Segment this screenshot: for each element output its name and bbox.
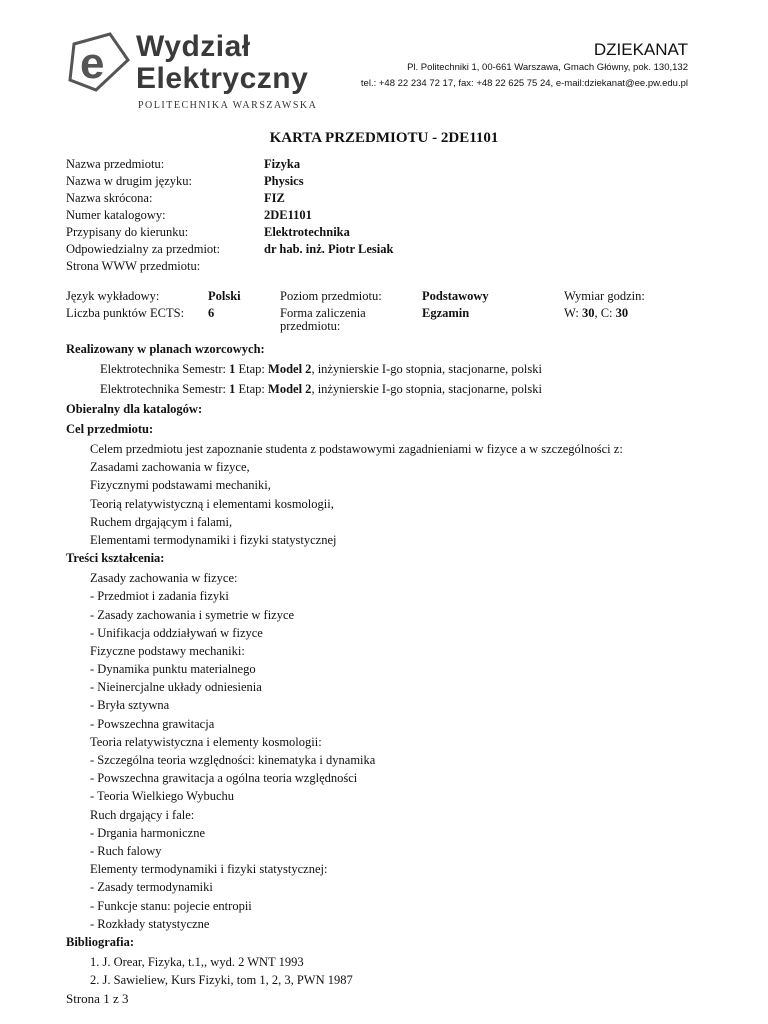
document-title: KARTA PRZEDMIOTU - 2DE1101 — [269, 130, 499, 146]
brand-line1: Wydział — [136, 30, 251, 63]
content-heading: Treści kształcenia: — [66, 551, 165, 566]
plan-sem: 1 — [229, 362, 236, 376]
plan-model: Model 2 — [268, 382, 312, 396]
content-line: - Powszechna grawitacja — [90, 716, 215, 731]
field-label: Strona WWW przedmiotu: — [66, 259, 201, 273]
office-title: DZIEKANAT — [593, 40, 688, 59]
content-line: - Zasady zachowania i symetrie w fizyce — [90, 607, 295, 622]
content-line: - Szczególna teoria względności: kinematyka i dynamika — [90, 753, 376, 767]
content-line: Ruch drgający i fale: — [90, 807, 195, 822]
plan-mid: Etap: — [235, 362, 269, 376]
form-value: Egzamin — [422, 306, 470, 320]
goal-line: Zasadami zachowania w fizyce, — [90, 460, 250, 475]
lang-label: Język wykładowy: — [66, 289, 160, 303]
level-label: Poziom przedmiotu: — [280, 289, 382, 303]
course-body — [66, 341, 706, 990]
hours-label: Wymiar godzin: — [564, 289, 645, 303]
hours-c: 30 — [615, 306, 629, 320]
field-label: Numer katalogowy: — [66, 208, 166, 222]
content-line: Teoria relatywistyczna i elementy kosmologii: — [90, 734, 322, 749]
field-row — [66, 225, 393, 242]
ects-value: 6 — [208, 306, 215, 320]
field-row — [66, 191, 393, 208]
brand-line2: Elektryczny — [136, 62, 309, 95]
field-label: Nazwa w drugim języku: — [66, 174, 193, 188]
ects-label: Liczba punktów ECTS: — [66, 306, 185, 320]
content-line: - Teoria Wielkiego Wybuchu — [90, 789, 235, 804]
plans-heading: Realizowany w planach wzorcowych: — [66, 342, 265, 356]
plan-model: Model 2 — [268, 362, 312, 376]
biblio-heading: Bibliografia: — [66, 934, 135, 949]
goal-line: Elementami termodynamiki i fizyki statystycznej — [90, 532, 337, 547]
biblio-list — [66, 954, 706, 990]
goal-line: Fizycznymi podstawami mechaniki, — [90, 478, 271, 493]
level-value: Podstawowy — [422, 289, 489, 303]
field-row — [66, 174, 393, 191]
content-line: - Nieinercjalne układy odniesienia — [90, 680, 262, 695]
content-line: - Przedmiot i zadania fizyki — [90, 589, 229, 604]
content-list — [66, 570, 706, 934]
biblio-line: 2. J. Sawieliew, Kurs Fizyki, tom 1, 2, 3, PWN 1987 — [90, 973, 353, 988]
course-fields — [66, 157, 393, 276]
field-row — [66, 208, 393, 225]
field-row — [66, 259, 393, 276]
field-value: dr hab. inż. Piotr Lesiak — [264, 242, 394, 256]
field-value: Elektrotechnika — [264, 225, 350, 239]
form-label-2: przedmiotu: — [280, 319, 341, 333]
hours-w: 30 — [581, 306, 595, 320]
content-line: Fizyczne podstawy mechaniki: — [90, 643, 245, 658]
hours-value — [564, 307, 628, 320]
field-label: Przypisany do kierunku: — [66, 225, 189, 239]
content-line: - Drgania harmoniczne — [90, 825, 205, 840]
plan-pre: Elektrotechnika Semestr: — [100, 382, 230, 396]
lang-value: Polski — [208, 289, 241, 303]
biblio-line: 1. J. Orear, Fizyka, t.1,, wyd. 2 WNT 1993 — [90, 954, 304, 969]
goal-line: Ruchem drgającym i falami, — [90, 514, 233, 529]
field-label: Odpowiedzialny za przedmiot: — [66, 242, 221, 256]
goal-line: Teorią relatywistyczną i elementami kosmologii, — [90, 496, 334, 511]
content-line: - Powszechna grawitacja a ogólna teoria względności — [90, 771, 358, 786]
field-value: Physics — [264, 174, 304, 188]
svg-text:e: e — [80, 39, 105, 88]
field-value: Fizyka — [264, 157, 301, 171]
plan-pre: Elektrotechnika Semestr: — [100, 362, 230, 376]
plan-line — [66, 381, 706, 401]
plan-sem: 1 — [229, 382, 236, 396]
faculty-logo — [66, 30, 136, 96]
office-contact: tel.: +48 22 234 72 17, fax: +48 22 625 75 24, e-mail:dziekanat@ee.pw.edu.pl — [360, 78, 688, 89]
content-line: - Funkcje stanu: pojecie entropii — [90, 898, 252, 913]
field-row — [66, 157, 393, 174]
goal-list — [66, 441, 706, 550]
form-label-1: Forma zaliczenia — [280, 306, 366, 320]
plan-post: , inżynierskie I-go stopnia, stacjonarne, polski — [311, 362, 542, 376]
goal-line: Celem przedmiotu jest zapoznanie studenta z podstawowymi zagadnieniami w fizyce a w szczególności z: — [90, 442, 623, 456]
field-value: FIZ — [264, 191, 285, 205]
catalog-heading: Obieralny dla katalogów: — [66, 402, 203, 416]
hours-c-label: , C: — [594, 306, 616, 320]
content-line: - Ruch falowy — [90, 843, 162, 858]
content-line: - Unifikacja oddziaływań w fizyce — [90, 625, 263, 640]
plan-post: , inżynierskie I-go stopnia, stacjonarne, polski — [311, 382, 542, 396]
office-address: Pl. Politechniki 1, 00-661 Warszawa, Gmach Główny, pok. 130,132 — [407, 62, 688, 73]
plan-mid: Etap: — [235, 382, 269, 396]
field-label: Nazwa przedmiotu: — [66, 157, 165, 171]
field-row — [66, 242, 393, 259]
goal-heading: Cel przedmiotu: — [66, 422, 154, 436]
brand-line3: POLITECHNIKA WARSZAWSKA — [138, 100, 318, 111]
page-footer: Strona 1 z 3 — [66, 991, 129, 1006]
content-line: Elementy termodynamiki i fizyki statystycznej: — [90, 862, 328, 877]
content-line: - Dynamika punktu materialnego — [90, 662, 256, 677]
content-line: - Rozkłady statystyczne — [90, 916, 210, 931]
content-line: - Zasady termodynamiki — [90, 880, 213, 895]
field-label: Nazwa skrócona: — [66, 191, 153, 205]
hours-w-label: W: — [564, 306, 582, 320]
content-line: Zasady zachowania w fizyce: — [90, 571, 238, 586]
plan-line — [66, 361, 706, 381]
content-line: - Bryła sztywna — [90, 698, 170, 713]
field-value: 2DE1101 — [264, 208, 312, 222]
